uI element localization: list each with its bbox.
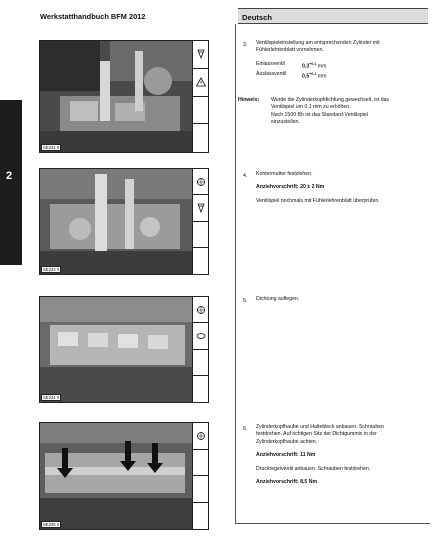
torque-wrench-icon: [196, 431, 206, 441]
step-4-text: Kontermutter festziehen. Anziehvorschrift: 20 ± 2 Nm Ventilspiel nochmals mit Fühlerlehrenblatt überprüfen.: [256, 171, 380, 204]
feeler-gauge-icon: [196, 203, 206, 213]
warning-icon: [196, 77, 206, 87]
photo-id: SE232 0: [43, 145, 60, 150]
icon-column: [193, 296, 209, 403]
icon-column: [193, 40, 209, 153]
photo-id: SE233 0: [43, 267, 60, 272]
step-number: 3.: [243, 42, 248, 48]
photo-id: SE235 0: [43, 522, 60, 527]
torque-wrench-icon: [196, 177, 206, 187]
step-number: 6.: [243, 426, 248, 432]
column-divider: [235, 24, 236, 524]
step-number: 5.: [243, 298, 248, 304]
photo-gasket: [39, 296, 193, 403]
valve-clearance-row: Auslassventil $0,5^{+0,1}$ mm: [256, 70, 327, 80]
step-6-text: Zylinderkopfhaube und Haltebleck anbauen. Schrauben festdrehen. Auf richtigen Sitz der Dichtgummis in der Zylinderkopfhaube achten. Anziehvorschrift: 11 Nm Druckregelventil anbauen. Schrauben festdrehen. Anziehvorschrift: 8,5 Nm: [256, 424, 385, 486]
photo-lock-nut: [39, 168, 193, 275]
feeler-gauge-icon: [196, 49, 206, 59]
chapter-tab: 2: [0, 100, 22, 265]
step-3-text: Ventilspieleinstellung am entsprechenden Zylinder mit Fühlerlehrenblatt vornehmen. Einlassventil $0,3^{+0,1}$ mm Auslassventil $0,5^{+0,1}$ mm: [256, 40, 390, 81]
valve-clearance-row: Einlassventil $0,3^{+0,1}$ mm: [256, 60, 327, 70]
photo-cylinder-head-cover: [39, 422, 193, 530]
manual-title: Werkstatthandbuch BFM 2012: [40, 12, 146, 21]
step-number: 4.: [243, 173, 248, 179]
gasket-icon: [196, 331, 206, 341]
torque-wrench-icon: [196, 305, 206, 315]
photo-valve-adjustment: [39, 40, 193, 153]
step-5-text: Dichtung auflegen.: [256, 296, 300, 302]
note-label: Hinweis:: [238, 97, 260, 103]
end-rule: [236, 523, 430, 524]
note-text: Wurde die Zylinderkopfdichtung gewechselt, ist das Ventilspiel um 0,1 mm zu erhöhen. Nach 1500 Bh ist das Standard-Ventilspiel einzustellen.: [271, 97, 390, 126]
language-header: Deutsch: [238, 8, 428, 24]
icon-column: [193, 168, 209, 275]
photo-id: SE234 0: [43, 395, 60, 400]
icon-column: [193, 422, 209, 530]
